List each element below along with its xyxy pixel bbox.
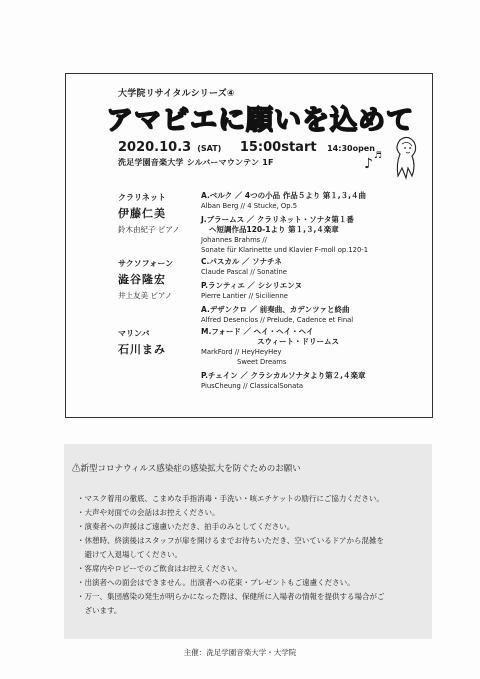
- performer-instrument: マリンバ: [118, 329, 150, 338]
- performer-1-works: [201, 191, 368, 255]
- organizer-footer: 主催：洗足学園音楽大学・大学院: [183, 648, 297, 657]
- accompanist: 鈴木由紀子 ピアノ: [118, 225, 180, 234]
- work-title-en: MarkFord // HeyHeyHey: [201, 348, 282, 356]
- venue: 洗足学園音楽大学 シルバーマウンテン 1F: [118, 158, 274, 167]
- notice-line: ・演奏者への声援はご遠慮いただき、拍手のみとしてください。: [77, 522, 295, 531]
- notice-rules: [77, 492, 427, 618]
- concert-day: (SAT): [197, 144, 222, 153]
- accompanist: 井上友美 ピアノ: [118, 291, 173, 300]
- performer-3-works: [201, 327, 365, 391]
- notice-line: 避けて入退場してください。: [77, 550, 182, 559]
- performer-name: 伊藤仁美: [118, 207, 166, 220]
- work-title-en-cont: Sweet Dreams: [237, 358, 287, 366]
- amabie-illustration-icon: [362, 132, 424, 182]
- work-title: M.フォード ／ ヘイ・ヘイ・ヘイ: [201, 327, 314, 336]
- series-title: 大学院リサイタルシリーズ④: [118, 89, 235, 99]
- date-line: [118, 140, 381, 155]
- work-title: P.チェイン ／ クラシカルソナタより第２,４楽章: [201, 371, 366, 380]
- work-title-en: Johannes Brahms //: [201, 236, 267, 244]
- svg-text:♪: ♪: [364, 156, 373, 172]
- work-title-en: Alfred Desenclos // Prelude, Cadence et Final: [201, 316, 354, 324]
- work-title-en: Alban Berg // 4 Stucke, Op.5: [201, 202, 298, 210]
- work-title: P.ランティエ ／ シシリエンヌ: [201, 281, 302, 290]
- work-title: J.ブラームス ／ クラリネット・ソナタ第１番: [201, 215, 354, 224]
- svg-text:♬: ♬: [374, 151, 383, 161]
- performer-2-works: [201, 257, 353, 325]
- notice-line: ざいます。: [77, 606, 122, 615]
- work-title-en: PiusCheung // ClassicalSonata: [201, 382, 304, 390]
- work-title-en: Pierre Lantier // Sicilienne: [201, 292, 288, 300]
- work-title-en: Claude Pascal // Sonatine: [201, 268, 287, 276]
- performer-instrument: クラリネット: [118, 193, 166, 202]
- work-title-cont: ヘ短調作品120-1より 第１,３,４楽章: [209, 225, 339, 234]
- notice-line: ・出演者への面会はできません。出演者への花束・プレゼントもご遠慮ください。: [77, 578, 355, 587]
- start-time: 15:00start: [239, 140, 317, 155]
- work-title: C.パスカル ／ ソナチネ: [201, 257, 282, 266]
- notice-line: ・休憩時、終演後はスタッフが扉を開けるまでお待ちいただき、空いているドアから混雑を: [77, 536, 384, 545]
- notice-line: ・大声や対面での会話はお控えください。: [77, 508, 220, 517]
- performer-1: [118, 192, 180, 235]
- performer-3: [118, 328, 166, 357]
- notice-line: ・客席内やロビーでのご飲食はお控えください。: [77, 564, 242, 573]
- performer-2: [118, 258, 173, 301]
- notice-title: ⚠新型コロナウィルス感染症の感染拡大を防ぐためのお願い: [72, 464, 301, 474]
- notice-line: ・マスク着用の徹底、こまめな手指消毒・手洗い・咳エチケットの励行にご協力ください。: [77, 494, 384, 503]
- open-time: 14:30open: [327, 144, 375, 153]
- work-title: A.ベルク ／ 4つの小品 作品５より 第１,３,４曲: [201, 191, 367, 200]
- concert-date: 2020.10.3: [118, 140, 192, 155]
- performer-instrument: サクソフォーン: [118, 259, 174, 268]
- work-title-en-cont: Sonate für Klarinette und Klavier F-moll op.120-1: [201, 246, 369, 254]
- work-title-cont: スウィート・ドリームス: [257, 337, 340, 346]
- performer-name: 石川まみ: [118, 343, 166, 356]
- notice-line: ・万一、集団感染の発生が明らかになった際は、保健所に入場者の情報を提供する場合がご: [77, 592, 385, 601]
- work-title: A.デザンクロ ／ 前奏曲、カデンツァと終曲: [201, 305, 350, 314]
- performer-name: 澁谷隆宏: [118, 273, 166, 286]
- main-title: アマビエに願いを込めて: [106, 105, 414, 136]
